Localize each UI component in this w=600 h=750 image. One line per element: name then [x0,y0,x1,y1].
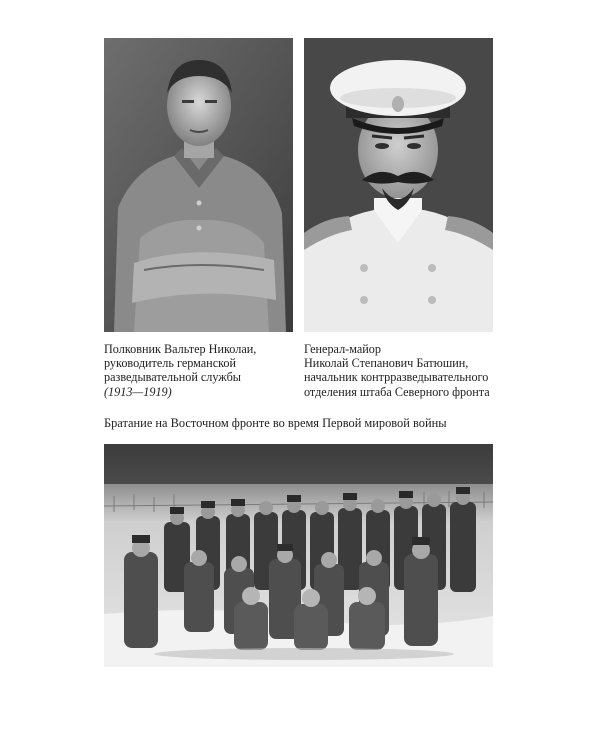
portrait-batyushin-caption [304,342,490,399]
fraternization-caption: Братание на Восточном фронте во время Первой мировой войны [104,416,447,430]
caption-line: отделения штаба Северного фронта [304,384,490,399]
caption-line: начальник контрразведывательного [304,370,489,385]
caption-line: Полковник Вальтер Николаи, [104,342,257,356]
caption-line: (1913—1919) [104,384,172,399]
portrait-batyushin-photo [304,38,493,332]
portrait-nikolai-caption [104,342,256,399]
caption-line: Николай Степанович Батюшин, [304,356,469,371]
caption-line: разведывательной службы [104,370,241,385]
portrait-nikolai-photo [104,38,293,332]
caption-line: руководитель германской [104,356,237,371]
fraternization-group-photo [104,444,493,667]
caption-line: Генерал-майор [304,342,381,356]
